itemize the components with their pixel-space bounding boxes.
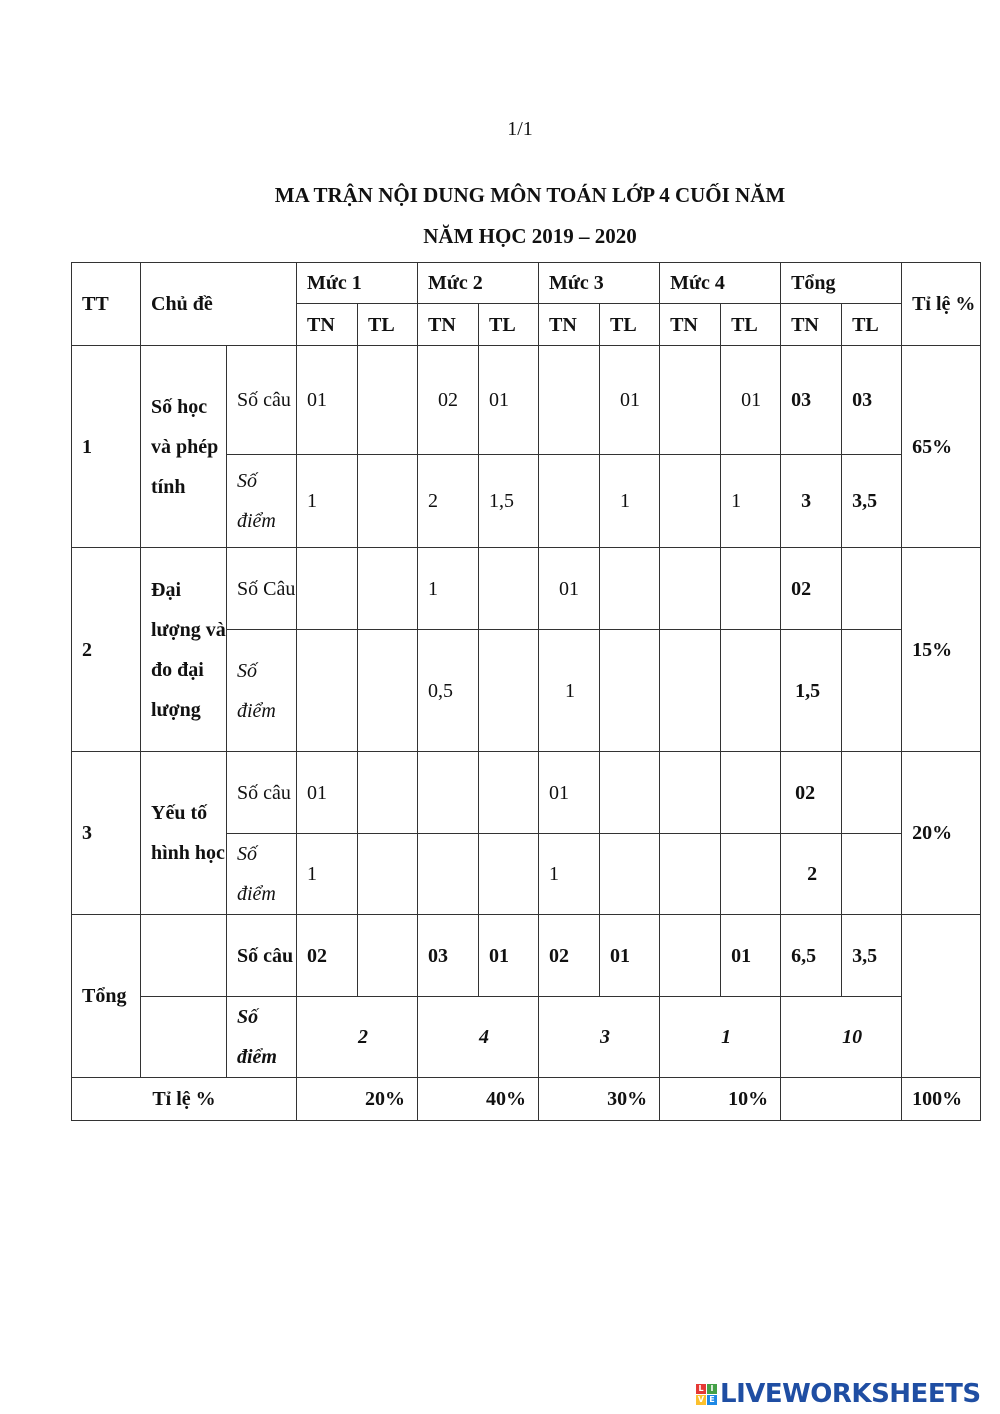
cell: 2 <box>781 834 842 915</box>
cell <box>358 455 418 548</box>
topic-name: Yếu tố hình học <box>141 752 227 915</box>
cell <box>660 915 721 997</box>
header-tn: TN <box>539 304 600 346</box>
cell: 01 <box>600 346 660 455</box>
empty-cell <box>902 915 981 1078</box>
cell: 4 <box>418 997 539 1078</box>
so-diem-label: Số điểm <box>227 834 297 915</box>
cell <box>479 752 539 834</box>
cell <box>660 455 721 548</box>
cell: 03 <box>781 346 842 455</box>
table-row <box>72 752 981 834</box>
cell <box>479 630 539 752</box>
header-level-2: Mức 2 <box>418 263 539 304</box>
cell <box>600 630 660 752</box>
cell <box>418 834 479 915</box>
cell <box>297 548 358 630</box>
cell <box>660 630 721 752</box>
so-diem-label: Số điểm <box>227 630 297 752</box>
so-cau-label: Số câu <box>227 915 297 997</box>
so-cau-label: Số Câu <box>227 548 297 630</box>
cell <box>660 752 721 834</box>
total-row <box>72 997 981 1078</box>
ratio-label: Tỉ lệ % <box>72 1078 297 1121</box>
cell: 01 <box>297 346 358 455</box>
cell: 02 <box>781 752 842 834</box>
cell <box>660 548 721 630</box>
liveworksheets-logo <box>696 1374 981 1414</box>
cell <box>842 548 902 630</box>
cell: 1 <box>600 455 660 548</box>
cell <box>358 346 418 455</box>
cell: 3 <box>781 455 842 548</box>
cell: 02 <box>297 915 358 997</box>
cell: 01 <box>479 915 539 997</box>
cell <box>721 834 781 915</box>
header-total: Tổng <box>781 263 902 304</box>
cell <box>842 834 902 915</box>
cell: 02 <box>539 915 600 997</box>
cell <box>479 548 539 630</box>
header-tn: TN <box>660 304 721 346</box>
cell <box>539 346 600 455</box>
header-topic: Chủ đề <box>141 263 297 346</box>
cell: 3,5 <box>842 455 902 548</box>
header-tn: TN <box>781 304 842 346</box>
header-tn: TN <box>297 304 358 346</box>
cell: 01 <box>600 915 660 997</box>
empty-cell <box>141 915 227 997</box>
topic-name: Đại lượng và đo đại lượng <box>141 548 227 752</box>
cell <box>358 752 418 834</box>
cell <box>358 630 418 752</box>
cell: 2 <box>297 997 418 1078</box>
ratio-cell: 65% <box>902 346 981 548</box>
page-number: 1/1 <box>507 118 533 140</box>
cell: 03 <box>418 915 479 997</box>
cell <box>660 346 721 455</box>
table-row <box>72 548 981 630</box>
cell: 10 <box>781 997 902 1078</box>
cell: 3,5 <box>842 915 902 997</box>
cell: 01 <box>539 548 600 630</box>
cell <box>721 630 781 752</box>
cell: 1 <box>297 455 358 548</box>
cell: 40% <box>418 1078 539 1121</box>
cell: 2 <box>418 455 479 548</box>
header-tl: TL <box>600 304 660 346</box>
cell <box>842 630 902 752</box>
cell: 10% <box>660 1078 781 1121</box>
topic-name: Số học và phép tính <box>141 346 227 548</box>
cell <box>721 548 781 630</box>
so-diem-label: Số điểm <box>227 997 297 1078</box>
ratio-cell: 15% <box>902 548 981 752</box>
cell: 0,5 <box>418 630 479 752</box>
cell: 1,5 <box>781 630 842 752</box>
cell <box>842 752 902 834</box>
cell <box>418 752 479 834</box>
logo-text: LIVEWORKSHEETS <box>720 1379 981 1409</box>
logo-mark-icon <box>696 1384 717 1405</box>
cell <box>660 834 721 915</box>
header-tn: TN <box>418 304 479 346</box>
header-tt: TT <box>72 263 141 346</box>
cell: 20% <box>297 1078 418 1121</box>
empty-cell <box>141 997 227 1078</box>
cell: 1 <box>297 834 358 915</box>
cell: 1 <box>660 997 781 1078</box>
cell: 01 <box>479 346 539 455</box>
cell <box>358 548 418 630</box>
logo-mark-letter: V <box>697 1394 705 1404</box>
cell <box>297 630 358 752</box>
cell: 6,5 <box>781 915 842 997</box>
cell <box>479 834 539 915</box>
logo-mark-letter: E <box>707 1395 717 1405</box>
cell <box>600 752 660 834</box>
header-tl: TL <box>721 304 781 346</box>
total-label: Tổng <box>72 915 141 1078</box>
cell: 02 <box>418 346 479 455</box>
ratio-cell: 20% <box>902 752 981 915</box>
cell <box>539 455 600 548</box>
cell: 1 <box>418 548 479 630</box>
cell: 03 <box>842 346 902 455</box>
cell: 01 <box>721 346 781 455</box>
cell <box>721 752 781 834</box>
header-level-3: Mức 3 <box>539 263 660 304</box>
so-cau-label: Số câu <box>227 752 297 834</box>
cell: 30% <box>539 1078 660 1121</box>
cell: 01 <box>539 752 600 834</box>
matrix-table <box>71 262 981 1121</box>
so-cau-label: Số câu <box>227 346 297 455</box>
header-tl: TL <box>842 304 902 346</box>
header-ratio: Tỉ lệ % <box>902 263 981 346</box>
cell: 01 <box>721 915 781 997</box>
table-row <box>72 346 981 455</box>
cell <box>358 834 418 915</box>
document-title: MA TRẬN NỘI DUNG MÔN TOÁN LỚP 4 CUỐI NĂM <box>274 183 786 207</box>
ratio-total: 100% <box>902 1078 981 1121</box>
row-number: 2 <box>72 548 141 752</box>
document-subtitle: NĂM HỌC 2019 – 2020 <box>423 224 637 248</box>
cell <box>600 548 660 630</box>
cell: 1,5 <box>479 455 539 548</box>
cell: 01 <box>297 752 358 834</box>
row-number: 1 <box>72 346 141 548</box>
row-number: 3 <box>72 752 141 915</box>
total-row <box>72 915 981 997</box>
header-row-1 <box>72 263 981 304</box>
cell <box>600 834 660 915</box>
cell <box>358 915 418 997</box>
cell: 1 <box>539 834 600 915</box>
logo-mark-letter: L <box>696 1384 706 1394</box>
cell: 1 <box>721 455 781 548</box>
ratio-row <box>72 1078 981 1121</box>
header-tl: TL <box>479 304 539 346</box>
cell <box>781 1078 902 1121</box>
logo-mark-letter: I <box>707 1384 717 1394</box>
header-level-1: Mức 1 <box>297 263 418 304</box>
header-level-4: Mức 4 <box>660 263 781 304</box>
cell: 02 <box>781 548 842 630</box>
header-tl: TL <box>358 304 418 346</box>
so-diem-label: Số điểm <box>227 455 297 548</box>
cell: 3 <box>539 997 660 1078</box>
cell: 1 <box>539 630 600 752</box>
